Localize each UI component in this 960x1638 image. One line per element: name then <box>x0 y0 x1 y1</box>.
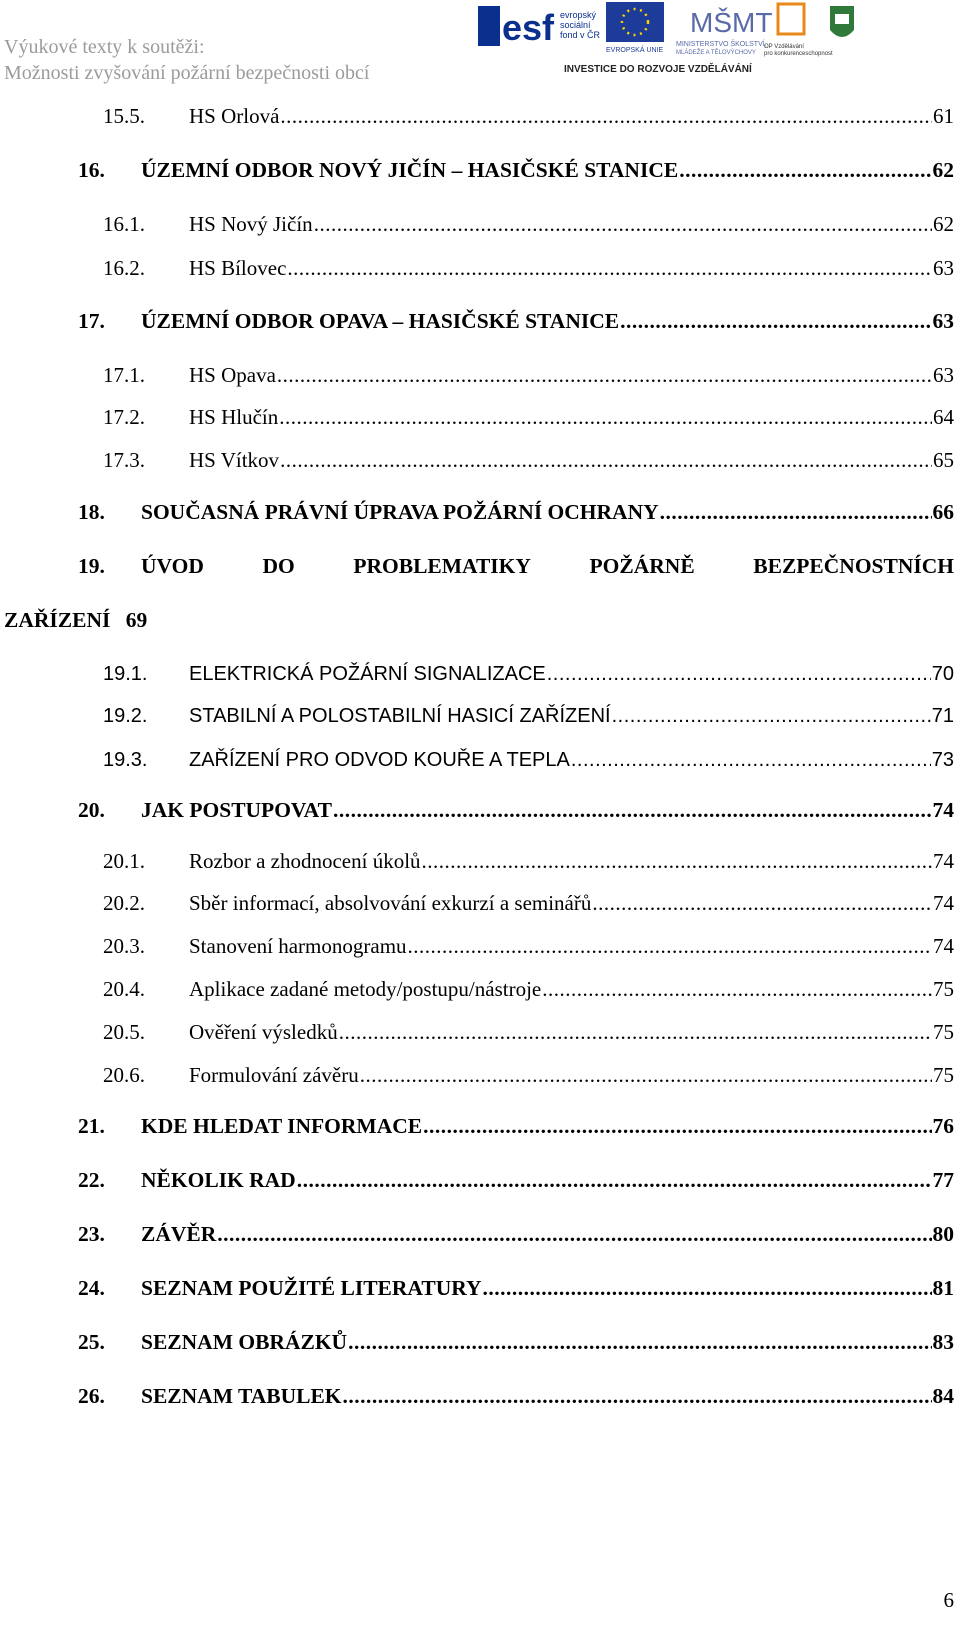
toc-entry[interactable]: 16. ÚZEMNÍ ODBOR NOVÝ JIČÍN – HASIČSKÉ STANICE ..... 62 <box>0 158 954 183</box>
svg-text:evropský: evropský <box>560 10 597 20</box>
toc-entry[interactable]: 22. NĚKOLIK RAD ..... 77 <box>0 1168 954 1193</box>
toc-entry[interactable]: 26. SEZNAM TABULEK ..... 84 <box>0 1384 954 1409</box>
logo-caption: INVESTICE DO ROZVOJE VZDĚLÁVÁNÍ <box>564 64 752 75</box>
school-emblem-icon <box>830 6 854 37</box>
msmt-logo <box>676 7 772 56</box>
toc-entry[interactable]: 17.1. HS Opava ..... 63 <box>0 363 954 388</box>
svg-text:OP Vzdělávání: OP Vzdělávání <box>764 44 804 50</box>
svg-text:MŠMT: MŠMT <box>690 7 773 38</box>
header-line-2: Možnosti zvyšování požární bezpečnosti obcí <box>4 62 370 84</box>
toc-entry[interactable]: 16.1. HS Nový Jičín ..... 62 <box>0 212 954 237</box>
toc-entry[interactable]: 24. SEZNAM POUŽITÉ LITERATURY ..... 81 <box>0 1276 954 1301</box>
toc-entry[interactable]: 20.2. Sběr informací, absolvování exkurzí a seminářů ..... 74 <box>0 891 954 916</box>
toc-entry-title-line: ÚVOD DO PROBLEMATIKY POŽÁRNĚ BEZPEČNOSTNÍCH <box>141 554 954 578</box>
toc-entry[interactable]: 17.2. HS Hlučín ..... 64 <box>0 405 954 430</box>
op-vk-logo <box>764 4 833 57</box>
toc-entry[interactable]: 16.2. HS Bílovec ..... 63 <box>0 256 954 281</box>
toc-entry[interactable]: 20.1. Rozbor a zhodnocení úkolů ..... 74 <box>0 849 954 874</box>
funding-logos <box>478 0 960 82</box>
toc-entry[interactable]: 23. ZÁVĚR ..... 80 <box>0 1222 954 1247</box>
document-header <box>4 34 369 86</box>
toc-entry[interactable]: 20.5. Ověření výsledků ..... 75 <box>0 1020 954 1045</box>
svg-text:MINISTERSTVO ŠKOLSTVÍ,: MINISTERSTVO ŠKOLSTVÍ, <box>676 41 767 48</box>
svg-text:MLÁDEŽE A TĚLOVÝCHOVY: MLÁDEŽE A TĚLOVÝCHOVY <box>676 50 756 56</box>
toc-entry[interactable]: 19.1. ELEKTRICKÁ POŽÁRNÍ SIGNALIZACE ..... 70 <box>0 663 954 686</box>
toc-entry[interactable]: 17. ÚZEMNÍ ODBOR OPAVA – HASIČSKÉ STANICE ..... 63 <box>0 309 954 334</box>
toc-entry[interactable]: 25. SEZNAM OBRÁZKŮ ..... 83 <box>0 1330 954 1355</box>
page-number: 6 <box>943 1588 954 1612</box>
toc-entry-number: 19. <box>78 554 105 578</box>
toc-entry[interactable]: 18. SOUČASNÁ PRÁVNÍ ÚPRAVA POŽÁRNÍ OCHRANY ..... 66 <box>0 500 954 525</box>
esf-logo <box>478 6 601 48</box>
svg-text:sociální: sociální <box>560 20 591 30</box>
toc-entry[interactable]: 20. JAK POSTUPOVAT ..... 74 <box>0 798 954 823</box>
svg-text:fond v ČR: fond v ČR <box>560 30 601 40</box>
toc-entry[interactable]: 20.6. Formulování závěru ..... 75 <box>0 1063 954 1088</box>
toc-entry[interactable]: 19.2. STABILNÍ A POLOSTABILNÍ HASICÍ ZAŘÍZENÍ ..... 71 <box>0 705 954 728</box>
toc-entry[interactable]: 15.5. HS Orlová ..... 61 <box>0 104 954 129</box>
header-line-1: Výukové texty k soutěži: <box>4 36 205 58</box>
eu-flag-icon <box>606 2 664 54</box>
toc-entry[interactable]: 20.3. Stanovení harmonogramu ..... 74 <box>0 934 954 959</box>
svg-text:esf: esf <box>502 7 555 48</box>
toc-entry[interactable]: 20.4. Aplikace zadané metody/postupu/nástroje ..... 75 <box>0 977 954 1002</box>
svg-text:EVROPSKÁ UNIE: EVROPSKÁ UNIE <box>606 47 664 54</box>
toc-entry[interactable]: 21. KDE HLEDAT INFORMACE ..... 76 <box>0 1114 954 1139</box>
toc-entry-title-continuation: ZAŘÍZENÍ 69 <box>4 608 148 632</box>
svg-text:pro konkurenceschopnost: pro konkurenceschopnost <box>764 51 833 57</box>
toc-entry[interactable]: 17.3. HS Vítkov ..... 65 <box>0 448 954 473</box>
toc-entry[interactable]: 19.3. ZAŘÍZENÍ PRO ODVOD KOUŘE A TEPLA ..... 73 <box>0 749 954 772</box>
